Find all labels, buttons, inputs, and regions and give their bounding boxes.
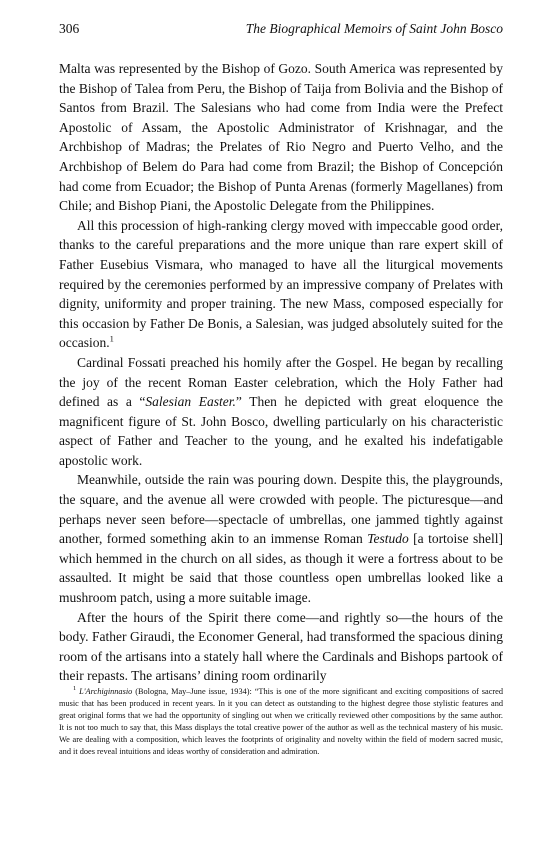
paragraph-3 bbox=[59, 353, 503, 471]
footnote-marker: 1 bbox=[73, 685, 77, 693]
body-text bbox=[59, 59, 503, 686]
paragraph-2-text: All this procession of high-ranking clergy moved with impeccable good order, thanks to the careful preparations and the more unique than rare expert skill of Father Eusebius Vismara, who managed to have all the liturgical movements required by the ceremonies performed by an impressive company of Prelates with dignity, uniformity and proper training. The new Mass, composed especially for this occasion by Father De Bonis, a Salesian, was judged absolutely suited for the occasion. bbox=[59, 217, 503, 351]
running-title: The Biographical Memoirs of Saint John Bosco bbox=[245, 21, 503, 36]
paragraph-3-text-end: ” Then he depicted with great eloquence the magnificent figure of St. John Bosco, dwelling particularly on his characteristic aspect of Father and Teacher to the young, and he exalted his indefatigable apostolic work. bbox=[59, 394, 503, 468]
paragraph-5 bbox=[59, 608, 503, 686]
paragraph-1 bbox=[59, 59, 503, 216]
paragraph-4-italic-term: Testudo bbox=[367, 531, 409, 547]
paragraph-3-text-start: Cardinal Fossati preached his homily after the Gospel. He began by recalling the joy of the recent Roman Easter celebration, which the Holy Father had defined as a “ bbox=[59, 354, 503, 410]
footnote bbox=[59, 686, 503, 759]
paragraph-4 bbox=[59, 470, 503, 607]
paragraph-5-text: After the hours of the Spirit there come—and rightly so—the hours of the body. Father Giraudi, the Economer General, had transformed the spacious dining room of the artisans into a stately hall where the Cardinals and Bishops partook of their repasts. The artisans’ dining room ordinarily bbox=[59, 609, 503, 684]
footnote-reference: 1 bbox=[109, 333, 114, 344]
paragraph-1-text: Malta was represented by the Bishop of Gozo. South America was represented by the Bishop of Talea from Peru, the Bishop of Taija from Bolivia and the Bishop of Santos from Brazil. The Salesians who had come from India were the Prefect Apostolic of Assam, the Apostolic Administrator of Krishnagar, and the Archbishop of Madras; the Prelates of Rio Negro and Puerto Velho, and the Archbishop of Belem do Para had come from Brazil; the Bishop of Concepción had come from Ecuador; the Bishop of Punta Arenas (formerly Magellanes) from Chile; and Bishop Piani, the Apostolic Delegate from the Philippines. bbox=[59, 61, 503, 214]
page-number: 306 bbox=[59, 21, 80, 36]
footnote-text: (Bologna, May–June issue, 1934): “This is one of the more significant and exciting compositions of sacred music that has been produced in recent years. In it you can detect as outstanding to the highest degree those stylistic features and great original forms that we had the opportunity of singling out when we critically reviewed other compositions by the same author. It is not too much to say that, this Mass displays the total creative power of the author as well as the technical mastery of his music. We are dealing with a composition, which leaves the footprints of originality and novelty within the field of modern sacred music, and it does reveal intuitions and ideas worthy of consideration and admiration. bbox=[59, 687, 503, 757]
footnote-source: L'Archiginnasio bbox=[79, 687, 133, 696]
running-header bbox=[59, 19, 503, 39]
paragraph-2 bbox=[59, 216, 503, 353]
paragraph-4-text-start: Meanwhile, outside the rain was pouring down. Despite this, the playgrounds, the square, and the avenue all were crowded with people. The picturesque—and perhaps never seen before—spectacle of umbrellas, one jammed tightly against another, formed something akin to an immense Roman bbox=[59, 472, 503, 547]
paragraph-4-text-end: [a tortoise shell] which hemmed in the church on all sides, as though it were a fortress about to be assaulted. It might be said that those countless open umbrellas looked like a mushroom patch, using a more suitable image. bbox=[59, 531, 503, 606]
paragraph-3-italic-term: Salesian Easter. bbox=[145, 394, 236, 410]
